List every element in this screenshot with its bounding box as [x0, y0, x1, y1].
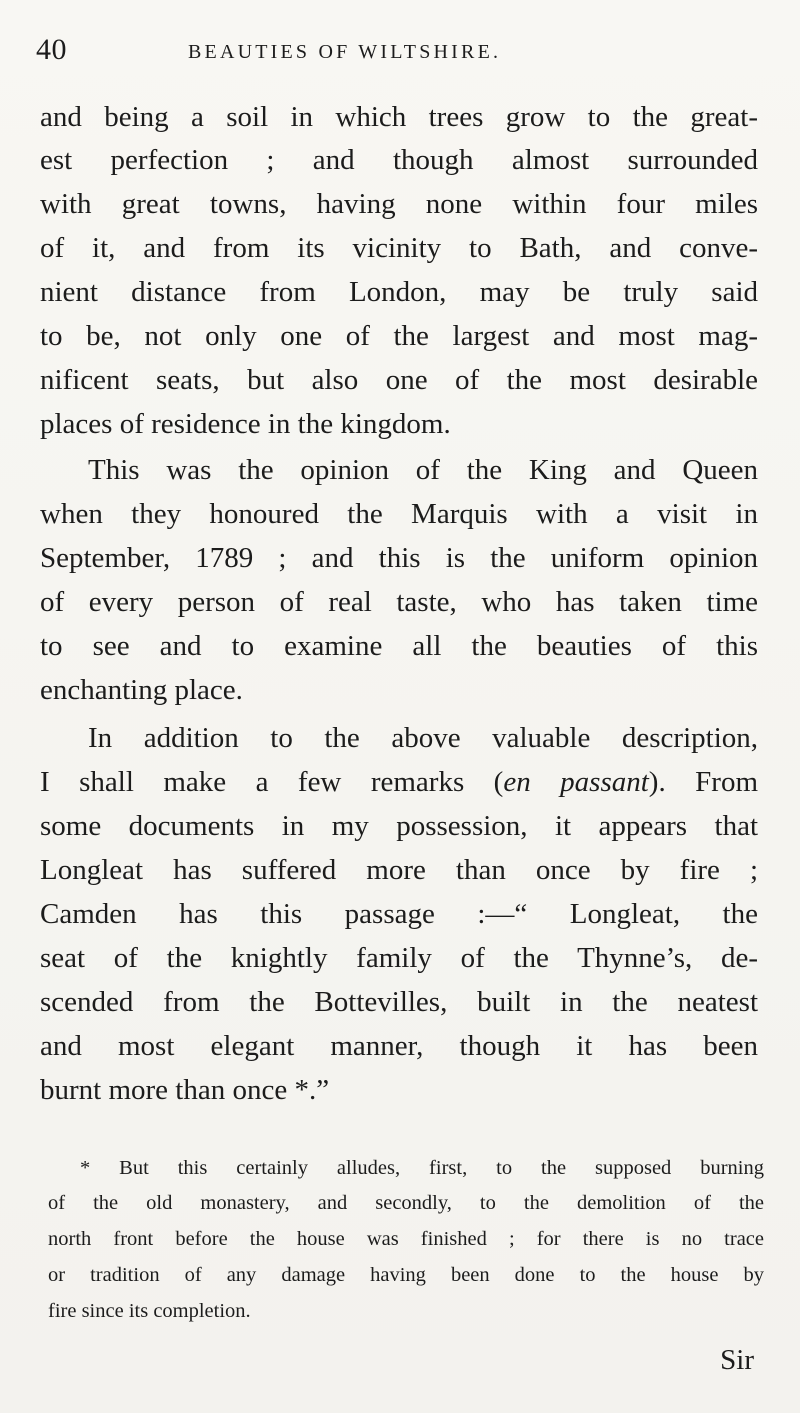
italic-phrase: en passant — [503, 766, 649, 798]
text-line: to see and to examine all the beauties of this — [40, 630, 758, 662]
text-line: This was the opinion of the King and Queen — [88, 454, 758, 486]
page-number: 40 — [36, 33, 67, 66]
text-line: of it, and from its vicinity to Bath, and conve- — [40, 232, 758, 264]
page-header — [36, 30, 756, 70]
text-line: est perfection ; and though almost surrounded — [40, 144, 758, 176]
text-line: with great towns, having none within four miles — [40, 188, 758, 220]
footnote-line: north front before the house was finished ; for there is no trace — [48, 1228, 764, 1250]
text-line: and most elegant manner, though it has been — [40, 1030, 758, 1062]
footnote-line: or tradition of any damage having been done to the house by — [48, 1264, 764, 1286]
text-line: In addition to the above valuable description, — [88, 722, 758, 754]
text-line: burnt more than once *.” — [40, 1074, 330, 1106]
text-line: nient distance from London, may be truly said — [40, 276, 758, 308]
text-line: scended from the Bottevilles, built in the neatest — [40, 986, 758, 1018]
text-segment: ). From — [648, 766, 758, 798]
text-line: some documents in my possession, it appears that — [40, 810, 758, 842]
text-line: seat of the knightly family of the Thynne’s, de- — [40, 942, 758, 974]
text-line — [40, 762, 758, 802]
text-line: enchanting place. — [40, 674, 243, 706]
text-line: and being a soil in which trees grow to the great- — [40, 101, 758, 133]
text-line: places of residence in the kingdom. — [40, 408, 451, 440]
text-line: Camden has this passage :—“ Longleat, the — [40, 898, 758, 930]
text-line: Longleat has suffered more than once by fire ; — [40, 854, 758, 886]
text-line: September, 1789 ; and this is the uniform opinion — [40, 542, 758, 574]
catchword: Sir — [720, 1344, 754, 1376]
text-line: to be, not only one of the largest and most mag- — [40, 320, 758, 352]
footnote-line: of the old monastery, and secondly, to the demolition of the — [48, 1192, 764, 1214]
footnote-line: * But this certainly alludes, first, to the supposed burning — [80, 1157, 764, 1179]
text-line: of every person of real taste, who has taken time — [40, 586, 758, 618]
text-segment: I shall make a few remarks ( — [40, 766, 504, 798]
running-head: BEAUTIES OF WILTSHIRE. — [188, 41, 502, 63]
text-line: when they honoured the Marquis with a visit in — [40, 498, 758, 530]
footnote-line: fire since its completion. — [48, 1300, 251, 1322]
text-line: nificent seats, but also one of the most desirable — [40, 364, 758, 396]
